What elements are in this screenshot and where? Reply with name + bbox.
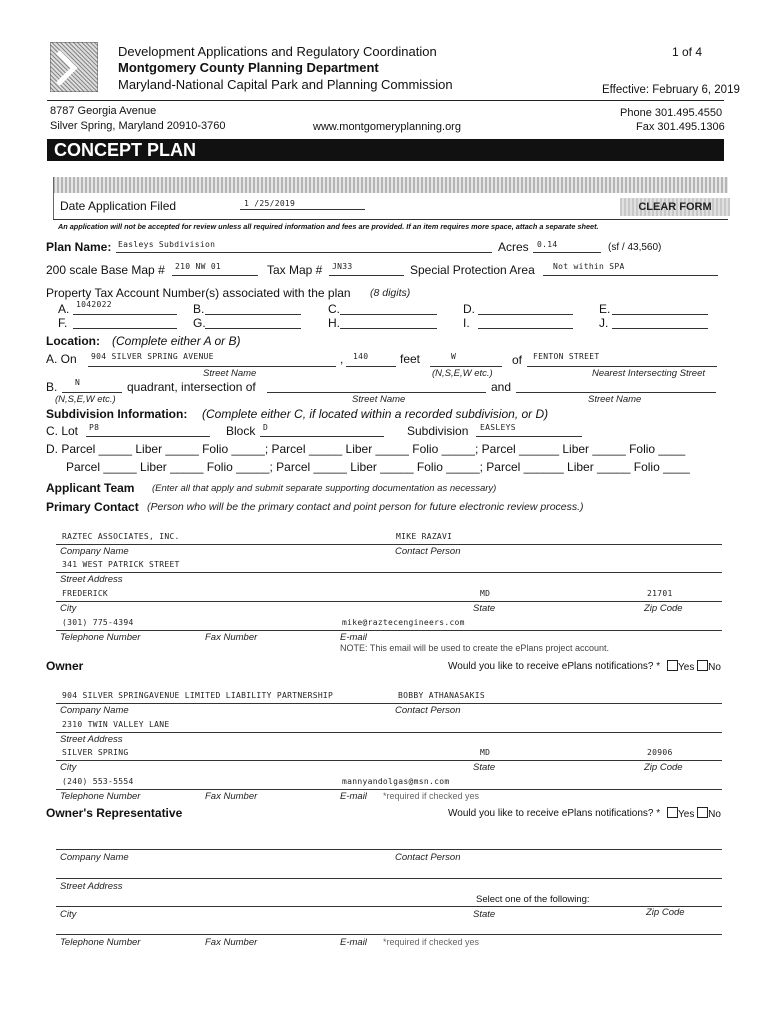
applicant-team-hint: (Enter all that apply and submit separate supporting documentation as necessary) xyxy=(152,483,497,494)
effective-date: Effective: February 6, 2019 xyxy=(602,84,740,96)
applicant-contact-value[interactable]: MIKE RAZAVI xyxy=(396,532,453,541)
b-street-caption-1: Street Name xyxy=(352,394,406,405)
applicant-email-value[interactable]: mike@raztecengineers.com xyxy=(342,618,465,627)
applicant-city-value[interactable]: FREDERICK xyxy=(62,589,109,598)
tax-map-line xyxy=(329,275,404,276)
tax-letter-d: D. xyxy=(463,302,475,316)
location-dir-line xyxy=(430,366,502,367)
acres-sf-note: (sf / 43,560) xyxy=(608,242,662,253)
tax-map-label: Tax Map # xyxy=(267,263,323,277)
and-label: and xyxy=(491,380,512,394)
clear-form-button[interactable]: CLEAR FORM xyxy=(620,198,730,216)
header-rule xyxy=(47,100,724,101)
owner-city-caption: City xyxy=(60,762,77,773)
parcel-row-1[interactable]: D. Parcel _____ Liber _____ Folio _____; Parcel _____ Liber _____ Folio _____; Parcel ______ Liber _____ Folio ____ xyxy=(46,442,686,456)
owner-street-value[interactable]: 2310 TWIN VALLEY LANE xyxy=(62,720,170,729)
owner-email-value[interactable]: mannyandolgas@msn.com xyxy=(342,777,450,786)
location-a-street[interactable]: 904 SILVER SPRING AVENUE xyxy=(91,352,214,361)
rep-line-1[interactable] xyxy=(56,849,722,850)
applicant-line-4 xyxy=(56,630,722,631)
tax-b-line[interactable] xyxy=(205,314,301,315)
b-street-caption-2: Street Name xyxy=(588,394,642,405)
applicant-fax-caption: Fax Number xyxy=(205,632,258,643)
tax-account-hint: (8 digits) xyxy=(370,287,411,299)
lot-line xyxy=(86,436,210,437)
notice-text: An application will not be accepted for review unless all required information and fees are provided. If an item requires more space, attach a separate sheet. xyxy=(58,222,599,231)
rep-no-label: No xyxy=(708,809,721,820)
rep-select-note: Select one of the following: xyxy=(476,894,590,905)
of-label: of xyxy=(512,353,523,367)
location-b-street2-line[interactable] xyxy=(516,392,716,393)
rep-yes-label: Yes xyxy=(678,809,695,820)
subdivision-label: Subdivision Information: xyxy=(46,407,188,421)
primary-contact-label: Primary Contact xyxy=(46,500,139,514)
address-line-1: 8787 Georgia Avenue xyxy=(50,105,157,117)
location-b-label: B. xyxy=(46,380,58,394)
applicant-line-1 xyxy=(56,544,722,545)
location-label: Location: xyxy=(46,334,100,348)
rep-fax-caption: Fax Number xyxy=(205,937,258,948)
base-map-line xyxy=(172,275,258,276)
owner-label: Owner xyxy=(46,659,84,673)
owner-street-caption: Street Address xyxy=(60,734,123,745)
nsew-caption: (N,S,E,W etc.) xyxy=(432,368,493,379)
logo-mark-icon xyxy=(50,42,98,92)
page-number: 1 of 4 xyxy=(672,45,703,59)
owner-line-1 xyxy=(56,703,722,704)
subdivision-name-value[interactable]: EASLEYS xyxy=(480,423,516,432)
location-a-label: A. On xyxy=(46,352,77,366)
rep-required-note: *required if checked yes xyxy=(383,937,480,947)
rep-street-caption: Street Address xyxy=(60,881,123,892)
location-a-intersect[interactable]: FENTON STREET xyxy=(533,352,600,361)
tax-letter-c: C. xyxy=(328,302,340,316)
owner-state-value[interactable]: MD xyxy=(480,748,491,757)
owner-contact-caption: Contact Person xyxy=(395,705,461,716)
owner-email-caption: E-mail xyxy=(340,791,367,802)
tax-letter-b: B. xyxy=(193,302,205,316)
block-value[interactable]: D xyxy=(263,423,269,432)
spa-label: Special Protection Area xyxy=(410,263,535,277)
subdivision-name-label: Subdivision xyxy=(407,424,469,438)
tax-a-line[interactable] xyxy=(73,314,177,315)
location-a-direction[interactable]: W xyxy=(451,352,457,361)
location-a-street-line xyxy=(88,366,336,367)
applicant-zip-caption: Zip Code xyxy=(644,603,683,614)
tax-c-line[interactable] xyxy=(340,314,437,315)
tax-j-line[interactable] xyxy=(612,328,708,329)
tax-f-line[interactable] xyxy=(73,328,177,329)
frame-left xyxy=(53,177,54,219)
plan-name-label: Plan Name: xyxy=(46,240,112,254)
owner-city-value[interactable]: SILVER SPRING xyxy=(62,748,129,757)
quadrant-label: quadrant, intersection of xyxy=(127,380,256,394)
tax-e-line[interactable] xyxy=(612,314,708,315)
concept-plan-banner xyxy=(47,139,724,161)
owner-line-4 xyxy=(56,789,722,790)
lot-label: C. Lot xyxy=(46,424,79,438)
applicant-zip-value[interactable]: 21701 xyxy=(647,589,673,598)
frame-bottom xyxy=(53,219,728,220)
rep-line-3[interactable] xyxy=(56,906,722,907)
applicant-state-caption: State xyxy=(473,603,496,614)
applicant-state-value[interactable]: MD xyxy=(480,589,491,598)
rep-city-caption: City xyxy=(60,909,77,920)
rep-eplans-question: Would you like to receive ePlans notifications? * xyxy=(448,808,661,819)
tax-account-label: Property Tax Account Number(s) associated with the plan xyxy=(46,286,351,300)
applicant-company-value[interactable]: RAZTEC ASSOCIATES, INC. xyxy=(62,532,180,541)
applicant-contact-caption: Contact Person xyxy=(395,546,461,557)
owner-phone-caption: Telephone Number xyxy=(60,791,141,802)
rep-company-caption: Company Name xyxy=(60,852,129,863)
location-a-feet-value[interactable]: 140 xyxy=(353,352,369,361)
owner-required-note: *required if checked yes xyxy=(383,791,480,801)
subdivision-name-line xyxy=(476,436,582,437)
tax-d-line[interactable] xyxy=(478,314,573,315)
owner-zip-value[interactable]: 20906 xyxy=(647,748,673,757)
location-b-street1-line[interactable] xyxy=(267,392,486,393)
page-title: CONCEPT PLAN xyxy=(54,140,197,160)
rep-line-4[interactable] xyxy=(56,934,722,935)
applicant-company-caption: Company Name xyxy=(60,546,129,557)
rep-yes-checkbox[interactable] xyxy=(667,807,678,818)
owner-no-label: No xyxy=(708,662,721,673)
header-title-3: Maryland-National Capital Park and Planning Commission xyxy=(118,77,453,92)
feet-label: feet xyxy=(400,352,421,366)
location-feet-line xyxy=(346,366,396,367)
base-map-value[interactable]: 210 NW 01 xyxy=(175,262,222,271)
phone-number: Phone 301.495.4550 xyxy=(620,107,723,119)
form-top-stripe xyxy=(53,177,728,193)
tax-map-value[interactable]: JN33 xyxy=(332,262,353,271)
owner-line-3 xyxy=(56,760,722,761)
rep-line-2[interactable] xyxy=(56,878,722,879)
acres-value[interactable]: 0.14 xyxy=(537,240,558,249)
header-title-2: Montgomery County Planning Department xyxy=(118,60,379,75)
owner-no-checkbox[interactable] xyxy=(697,660,708,671)
primary-contact-hint: (Person who will be the primary contact and point person for future electronic review process.) xyxy=(147,501,584,513)
mncppc-logo xyxy=(50,42,98,92)
spa-value[interactable]: Not within SPA xyxy=(553,262,625,271)
owner-state-caption: State xyxy=(473,762,496,773)
tax-h-line[interactable] xyxy=(340,328,437,329)
lot-value[interactable]: P8 xyxy=(89,423,100,432)
owner-yes-checkbox[interactable] xyxy=(667,660,678,671)
block-label: Block xyxy=(226,424,256,438)
date-filed-value[interactable]: 1 /25/2019 xyxy=(244,199,296,208)
owner-fax-caption: Fax Number xyxy=(205,791,258,802)
rep-eplans-options xyxy=(667,807,721,820)
header-title-1: Development Applications and Regulatory Coordination xyxy=(118,44,437,59)
rep-phone-caption: Telephone Number xyxy=(60,937,141,948)
applicant-street-value[interactable]: 341 WEST PATRICK STREET xyxy=(62,560,180,569)
applicant-phone-caption: Telephone Number xyxy=(60,632,141,643)
rep-no-checkbox[interactable] xyxy=(697,807,708,818)
tax-letter-e: E. xyxy=(599,302,611,316)
owner-company-value[interactable]: 904 SILVER SPRINGAVENUE LIMITED LIABILITY PARTNERSHIP xyxy=(62,691,334,700)
location-comma: , xyxy=(340,352,344,366)
owner-yes-label: Yes xyxy=(678,662,695,673)
acres-line xyxy=(533,252,601,253)
nearest-street-caption: Nearest Intersecting Street xyxy=(592,368,705,379)
tax-letter-f: F. xyxy=(58,316,68,330)
tax-letter-j: J. xyxy=(599,316,609,330)
owner-contact-value[interactable]: BOBBY ATHANASAKIS xyxy=(398,691,485,700)
owner-line-2 xyxy=(56,732,722,733)
tax-i-line[interactable] xyxy=(478,328,573,329)
tax-letter-g: G. xyxy=(193,316,206,330)
website-link[interactable]: www.montgomeryplanning.org xyxy=(313,121,461,133)
parcel-row-2[interactable]: Parcel _____ Liber _____ Folio _____; Parcel _____ Liber _____ Folio _____; Parcel ______ Liber _____ Folio ____ xyxy=(66,460,690,474)
location-b-value[interactable]: N xyxy=(75,378,81,387)
applicant-line-3 xyxy=(56,601,722,602)
fax-number: Fax 301.495.1306 xyxy=(636,121,725,133)
tax-account-a-value[interactable]: 1042022 xyxy=(76,300,112,309)
applicant-line-2 xyxy=(56,572,722,573)
applicant-email-caption: E-mail xyxy=(340,632,367,643)
location-b-line xyxy=(62,392,122,393)
b-nsew-caption: (N,S,E,W etc.) xyxy=(55,394,116,405)
date-filed-label: Date Application Filed xyxy=(60,199,177,213)
owner-phone-value[interactable]: (240) 553-5554 xyxy=(62,777,134,786)
plan-name-line xyxy=(116,252,492,253)
applicant-city-caption: City xyxy=(60,603,77,614)
tax-letter-i: I. xyxy=(463,316,470,330)
rep-state-caption: State xyxy=(473,909,496,920)
applicant-team-label: Applicant Team xyxy=(46,481,135,495)
rep-zip-caption: Zip Code xyxy=(646,907,685,918)
applicant-phone-value[interactable]: (301) 775-4394 xyxy=(62,618,134,627)
rep-contact-caption: Contact Person xyxy=(395,852,461,863)
base-map-label: 200 scale Base Map # xyxy=(46,263,165,277)
owner-eplans-options xyxy=(667,660,721,673)
street-name-caption: Street Name xyxy=(203,368,257,379)
block-line xyxy=(260,436,384,437)
owners-rep-label: Owner's Representative xyxy=(46,806,183,820)
email-note: NOTE: This email will be used to create the ePlans project account. xyxy=(340,643,609,653)
owner-eplans-question: Would you like to receive ePlans notifications? * xyxy=(448,661,661,672)
spa-line xyxy=(543,275,718,276)
location-hint: (Complete either A or B) xyxy=(112,334,241,348)
tax-g-line[interactable] xyxy=(205,328,301,329)
rep-email-caption: E-mail xyxy=(340,937,367,948)
acres-label: Acres xyxy=(498,240,529,254)
owner-zip-caption: Zip Code xyxy=(644,762,683,773)
applicant-street-caption: Street Address xyxy=(60,574,123,585)
address-line-2: Silver Spring, Maryland 20910-3760 xyxy=(50,120,226,132)
owner-company-caption: Company Name xyxy=(60,705,129,716)
subdivision-hint: (Complete either C, if located within a recorded subdivision, or D) xyxy=(202,407,549,421)
location-intersect-line xyxy=(527,366,717,367)
plan-name-value[interactable]: Easleys Subdivision xyxy=(118,240,216,249)
tax-letter-h: H. xyxy=(328,316,340,330)
tax-letter-a: A. xyxy=(58,302,70,316)
date-filed-line xyxy=(240,209,365,210)
